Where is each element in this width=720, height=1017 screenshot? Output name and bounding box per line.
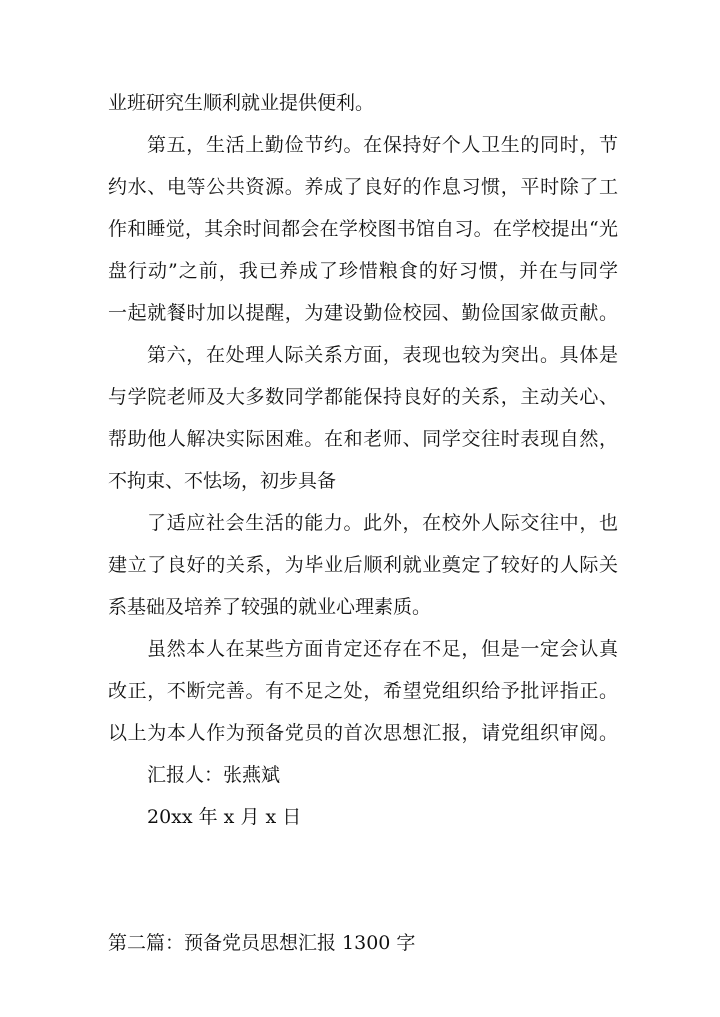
text-line: 一起就餐时加以提醒，为建设勤俭校园、勤俭国家做贡献。 — [108, 302, 618, 324]
text-line: 约水、电等公共资源。养成了良好的作息习惯，平时除了工 — [108, 176, 618, 198]
date-line: 20xx 年 x 月 x 日 — [147, 806, 302, 828]
text-line: 作和睡觉，其余时间都会在学校图书馆自习。在学校提出“光 — [108, 218, 618, 240]
text-line: 建立了良好的关系，为毕业后顺利就业奠定了较好的人际关 — [108, 554, 618, 576]
text-line: 帮助他人解决实际困难。在和老师、同学交往时表现自然， — [108, 428, 618, 450]
text-line: 第六，在处理人际关系方面，表现也较为突出。具体是 — [147, 344, 618, 366]
text-line: 了适应社会生活的能力。此外，在校外人际交往中，也 — [147, 512, 618, 534]
text-line: 改正，不断完善。有不足之处，希望党组织给予批评指正。 — [108, 680, 618, 702]
text-line: 第五，生活上勤俭节约。在保持好个人卫生的同时，节 — [147, 134, 618, 156]
text-line: 不拘束、不怯场，初步具备 — [108, 470, 337, 492]
text-line: 与学院老师及大多数同学都能保持良好的关系，主动关心、 — [108, 386, 618, 408]
section-heading: 第二篇：预备党员思想汇报 1300 字 — [108, 932, 416, 954]
text-line: 盘行动”之前，我已养成了珍惜粮食的好习惯，并在与同学 — [108, 260, 618, 282]
text-line: 以上为本人作为预备党员的首次思想汇报，请党组织审阅。 — [108, 722, 618, 744]
text-line: 系基础及培养了较强的就业心理素质。 — [108, 596, 432, 618]
signature-line: 汇报人：张燕斌 — [147, 764, 281, 786]
text-line: 虽然本人在某些方面肯定还存在不足，但是一定会认真 — [147, 638, 618, 660]
text-line: 业班研究生顺利就业提供便利。 — [108, 92, 375, 114]
